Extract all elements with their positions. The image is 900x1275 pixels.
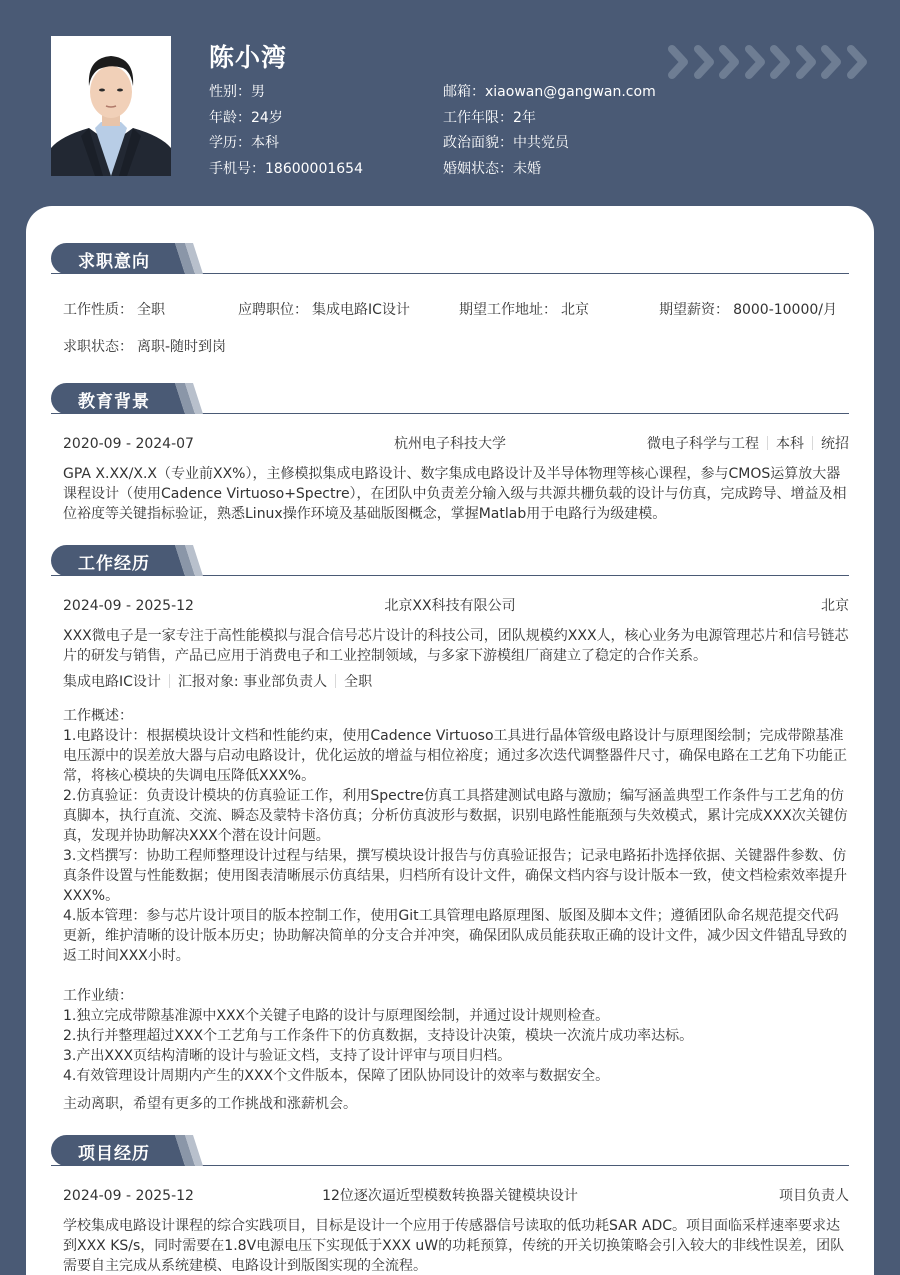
- profile-photo: [51, 36, 171, 176]
- section-title: 教育背景: [78, 392, 150, 412]
- chevron-right-icon: [769, 43, 795, 81]
- chevron-arrows-icon: [667, 43, 871, 81]
- intent-row-2: [51, 336, 849, 356]
- section-header: [51, 243, 849, 275]
- info-gender: [209, 82, 363, 108]
- info-label: 手机号：: [209, 160, 265, 177]
- work-location: 北京: [821, 598, 849, 614]
- education-description: GPA X.XX/X.X（专业前XX%），主修模拟集成电路设计、数字集成电路设计及半导体物理等核心课程，参与CMOS运算放大器课程设计（使用Cadence Virtuoso+Spectre），在团队中负责差分输入级与共源共栅负载的设计与仿真，完成跨导、增益及相位裕度等关键指标验证，熟悉Linux操作环境及基础版图概念，掌握Matlab用于电路行为级建模。: [63, 466, 847, 522]
- slanted-stripes-icon: [171, 383, 211, 414]
- info-marital-status: [443, 159, 656, 185]
- work-tag-role: 集成电路IC设计: [63, 674, 161, 690]
- section-title: 项目经历: [78, 1144, 150, 1164]
- work-achievement-item: 1.独立完成带隙基准源中XXX个关键子电路的设计与原理图绘制，并通过设计规则检查。: [63, 1008, 610, 1024]
- slanted-stripes-icon: [171, 1135, 211, 1166]
- project-name: 12位逐次逼近型模数转换器关键模块设计: [322, 1188, 578, 1204]
- work-tags: [63, 672, 849, 692]
- section-header: [51, 383, 849, 415]
- work-tag-report-to: 汇报对象: 事业部负责人: [177, 674, 328, 690]
- resume-header: [0, 0, 900, 206]
- company-description: XXX微电子是一家专注于高性能模拟与混合信号芯片设计的科技公司，团队规模约XXX人，核心业务为电源管理芯片和信号链芯片的研发与销售，产品已应用于消费电子和工业控制领域，与多家下游模组厂商建立了稳定的合作关系。: [63, 628, 849, 664]
- section-job-intent: [51, 243, 849, 356]
- work-period: 2024-09 - 2025-12: [63, 598, 194, 614]
- chevron-right-icon: [820, 43, 846, 81]
- info-education: [209, 133, 363, 159]
- work-achievement-item: 4.有效管理设计周期内产生的XXX个文件版本，保障了团队协同设计的效率与数据安全。: [63, 1068, 610, 1084]
- work-overview-item: 1.电路设计：根据模块设计文档和性能约束，使用Cadence Virtuoso工具进行晶体管级电路设计与原理图绘制；完成带隙基准电压源中的误差放大器与启动电路设计，优化运放的增益与相位裕度；通过多次迭代调整器件尺寸，确保电路在工艺角下功能正常，将核心模块的失调电压降低XXX%。: [63, 728, 847, 784]
- work-company: 北京XX科技有限公司: [384, 598, 516, 614]
- work-overview-item: 4.版本管理：参与芯片设计项目的版本控制工作，使用Git工具管理电路原理图、版图及脚本文件；遵循团队命名规范提交代码更新，维护清晰的设计版本历史；协助解决简单的分支合并冲突，确保团队成员能获取正确的设计文件，减少因文件错乱导致的返工时间XXX小时。: [63, 908, 847, 964]
- separator: [812, 436, 813, 450]
- section-work-experience: [51, 545, 849, 1114]
- info-email: [443, 82, 656, 108]
- work-achievement-item: 3.产出XXX页结构清晰的设计与验证文档，支持了设计评审与项目归档。: [63, 1048, 512, 1064]
- separator: [169, 674, 170, 688]
- work-entry-header: [51, 596, 849, 616]
- info-value: 本科: [251, 135, 279, 151]
- work-achievement-item: 2.执行并整理超过XXX个工艺角与工作条件下的仿真数据，支持设计决策，模块一次流片成功率达标。: [63, 1028, 694, 1044]
- intent-salary: [659, 299, 837, 319]
- work-achievements-title: 工作业绩：: [63, 988, 133, 1004]
- info-label: 性别：: [209, 84, 251, 100]
- basic-info-left: [209, 82, 363, 184]
- project-period: 2024-09 - 2025-12: [63, 1188, 194, 1204]
- intent-status: [63, 336, 226, 356]
- work-overview-item: 2.仿真验证：负责设计模块的仿真验证工作，利用Spectre仿真工具搭建测试电路与激励；编写涵盖典型工作条件与工艺角的仿真脚本，执行直流、交流、瞬态及蒙特卡洛仿真；分析仿真波形与数据，识别电路性能瓶颈与失效模式，累计完成XXX次关键仿真，发现并协助解决XXX个潜在设计问题。: [63, 788, 848, 844]
- info-label: 工作年限：: [443, 109, 513, 126]
- project-description: 学校集成电路设计课程的综合实践项目，目标是设计一个应用于传感器信号读取的低功耗SAR ADC。项目面临采样速率要求达到XXX KS/s，同时需要在1.8V电源电压下实现低于XXX uW的功耗预算，传统的开关切换策略会引入较大的非线性误差，团队需要自主完成从系统建模、电路设计到版图实现的全流程。: [63, 1218, 845, 1274]
- chevron-right-icon: [718, 43, 744, 81]
- info-value: 未婚: [513, 160, 541, 177]
- info-value: 18600001654: [265, 160, 363, 177]
- intent-value: 北京: [561, 302, 589, 318]
- section-title: 工作经历: [78, 554, 150, 574]
- info-value: xiaowan@gangwan.com: [485, 84, 656, 100]
- resume-body-card: [26, 206, 874, 1275]
- section-header: [51, 545, 849, 577]
- work-tag-type: 全职: [344, 674, 373, 690]
- intent-job-type: [63, 299, 165, 319]
- chevron-right-icon: [693, 43, 719, 81]
- intent-location: [459, 299, 589, 319]
- info-political-status: [443, 133, 656, 159]
- intent-value: 全职: [137, 302, 165, 318]
- section-projects: [51, 1135, 849, 1275]
- education-details: [647, 434, 849, 454]
- info-label: 学历：: [209, 135, 251, 151]
- separator: [767, 436, 768, 450]
- section-header: [51, 1135, 849, 1167]
- info-label: 婚姻状态：: [443, 160, 513, 177]
- slanted-stripes-icon: [171, 243, 211, 274]
- education-entry-header: [51, 434, 849, 454]
- chevron-right-icon: [795, 43, 821, 81]
- work-overview-item: 3.文档撰写：协助工程师整理设计过程与结果，撰写模块设计报告与仿真验证报告；记录电路拓扑选择依据、关键器件参数、仿真条件设置与性能数据；使用图表清晰展示仿真结果，归档所有设计文件，确保文档内容与设计版本一致，使文档检索效率提升XXX%。: [63, 848, 847, 904]
- info-value: 男: [251, 84, 265, 100]
- intent-value: 离职-随时到岗: [137, 339, 227, 355]
- work-overview-title: 工作概述：: [63, 708, 133, 724]
- info-label: 邮箱：: [443, 84, 485, 100]
- separator: [335, 674, 336, 688]
- section-title: 求职意向: [78, 252, 150, 272]
- chevron-right-icon: [667, 43, 693, 81]
- intent-label: 期望薪资：: [659, 302, 730, 318]
- info-phone: [209, 159, 363, 185]
- info-value: 24岁: [251, 109, 283, 126]
- info-label: 年龄：: [209, 109, 251, 126]
- section-education: [51, 383, 849, 524]
- project-role: 项目负责人: [779, 1188, 849, 1204]
- education-major: 微电子科学与工程: [647, 436, 759, 452]
- info-label: 政治面貌：: [443, 135, 513, 151]
- candidate-name: 陈小湾: [209, 43, 288, 72]
- chevron-right-icon: [846, 43, 872, 81]
- intent-label: 工作性质：: [63, 302, 133, 318]
- intent-label: 求职状态：: [63, 339, 133, 355]
- work-achievements: [63, 986, 849, 1086]
- education-degree: 本科: [776, 436, 804, 452]
- info-work-years: [443, 108, 656, 134]
- intent-position: [238, 299, 410, 319]
- education-period: 2020-09 - 2024-07: [63, 436, 194, 452]
- info-age: [209, 108, 363, 134]
- intent-value: 集成电路IC设计: [312, 302, 410, 318]
- basic-info-right: [443, 82, 656, 184]
- intent-value: 8000-10000/月: [733, 302, 837, 318]
- intent-label: 应聘职位：: [238, 302, 308, 318]
- chevron-right-icon: [744, 43, 770, 81]
- intent-label: 期望工作地址：: [459, 302, 557, 318]
- education-school: 杭州电子科技大学: [394, 436, 506, 452]
- work-overview: [63, 706, 849, 966]
- intent-row-1: [51, 299, 849, 319]
- info-value: 2年: [513, 109, 536, 126]
- project-entry-header: [51, 1186, 849, 1206]
- info-value: 中共党员: [513, 135, 569, 151]
- leave-reason: 主动离职，希望有更多的工作挑战和涨薪机会。: [63, 1096, 357, 1112]
- person-photo-icon: [51, 36, 171, 176]
- education-type: 统招: [821, 436, 849, 452]
- slanted-stripes-icon: [171, 545, 211, 576]
